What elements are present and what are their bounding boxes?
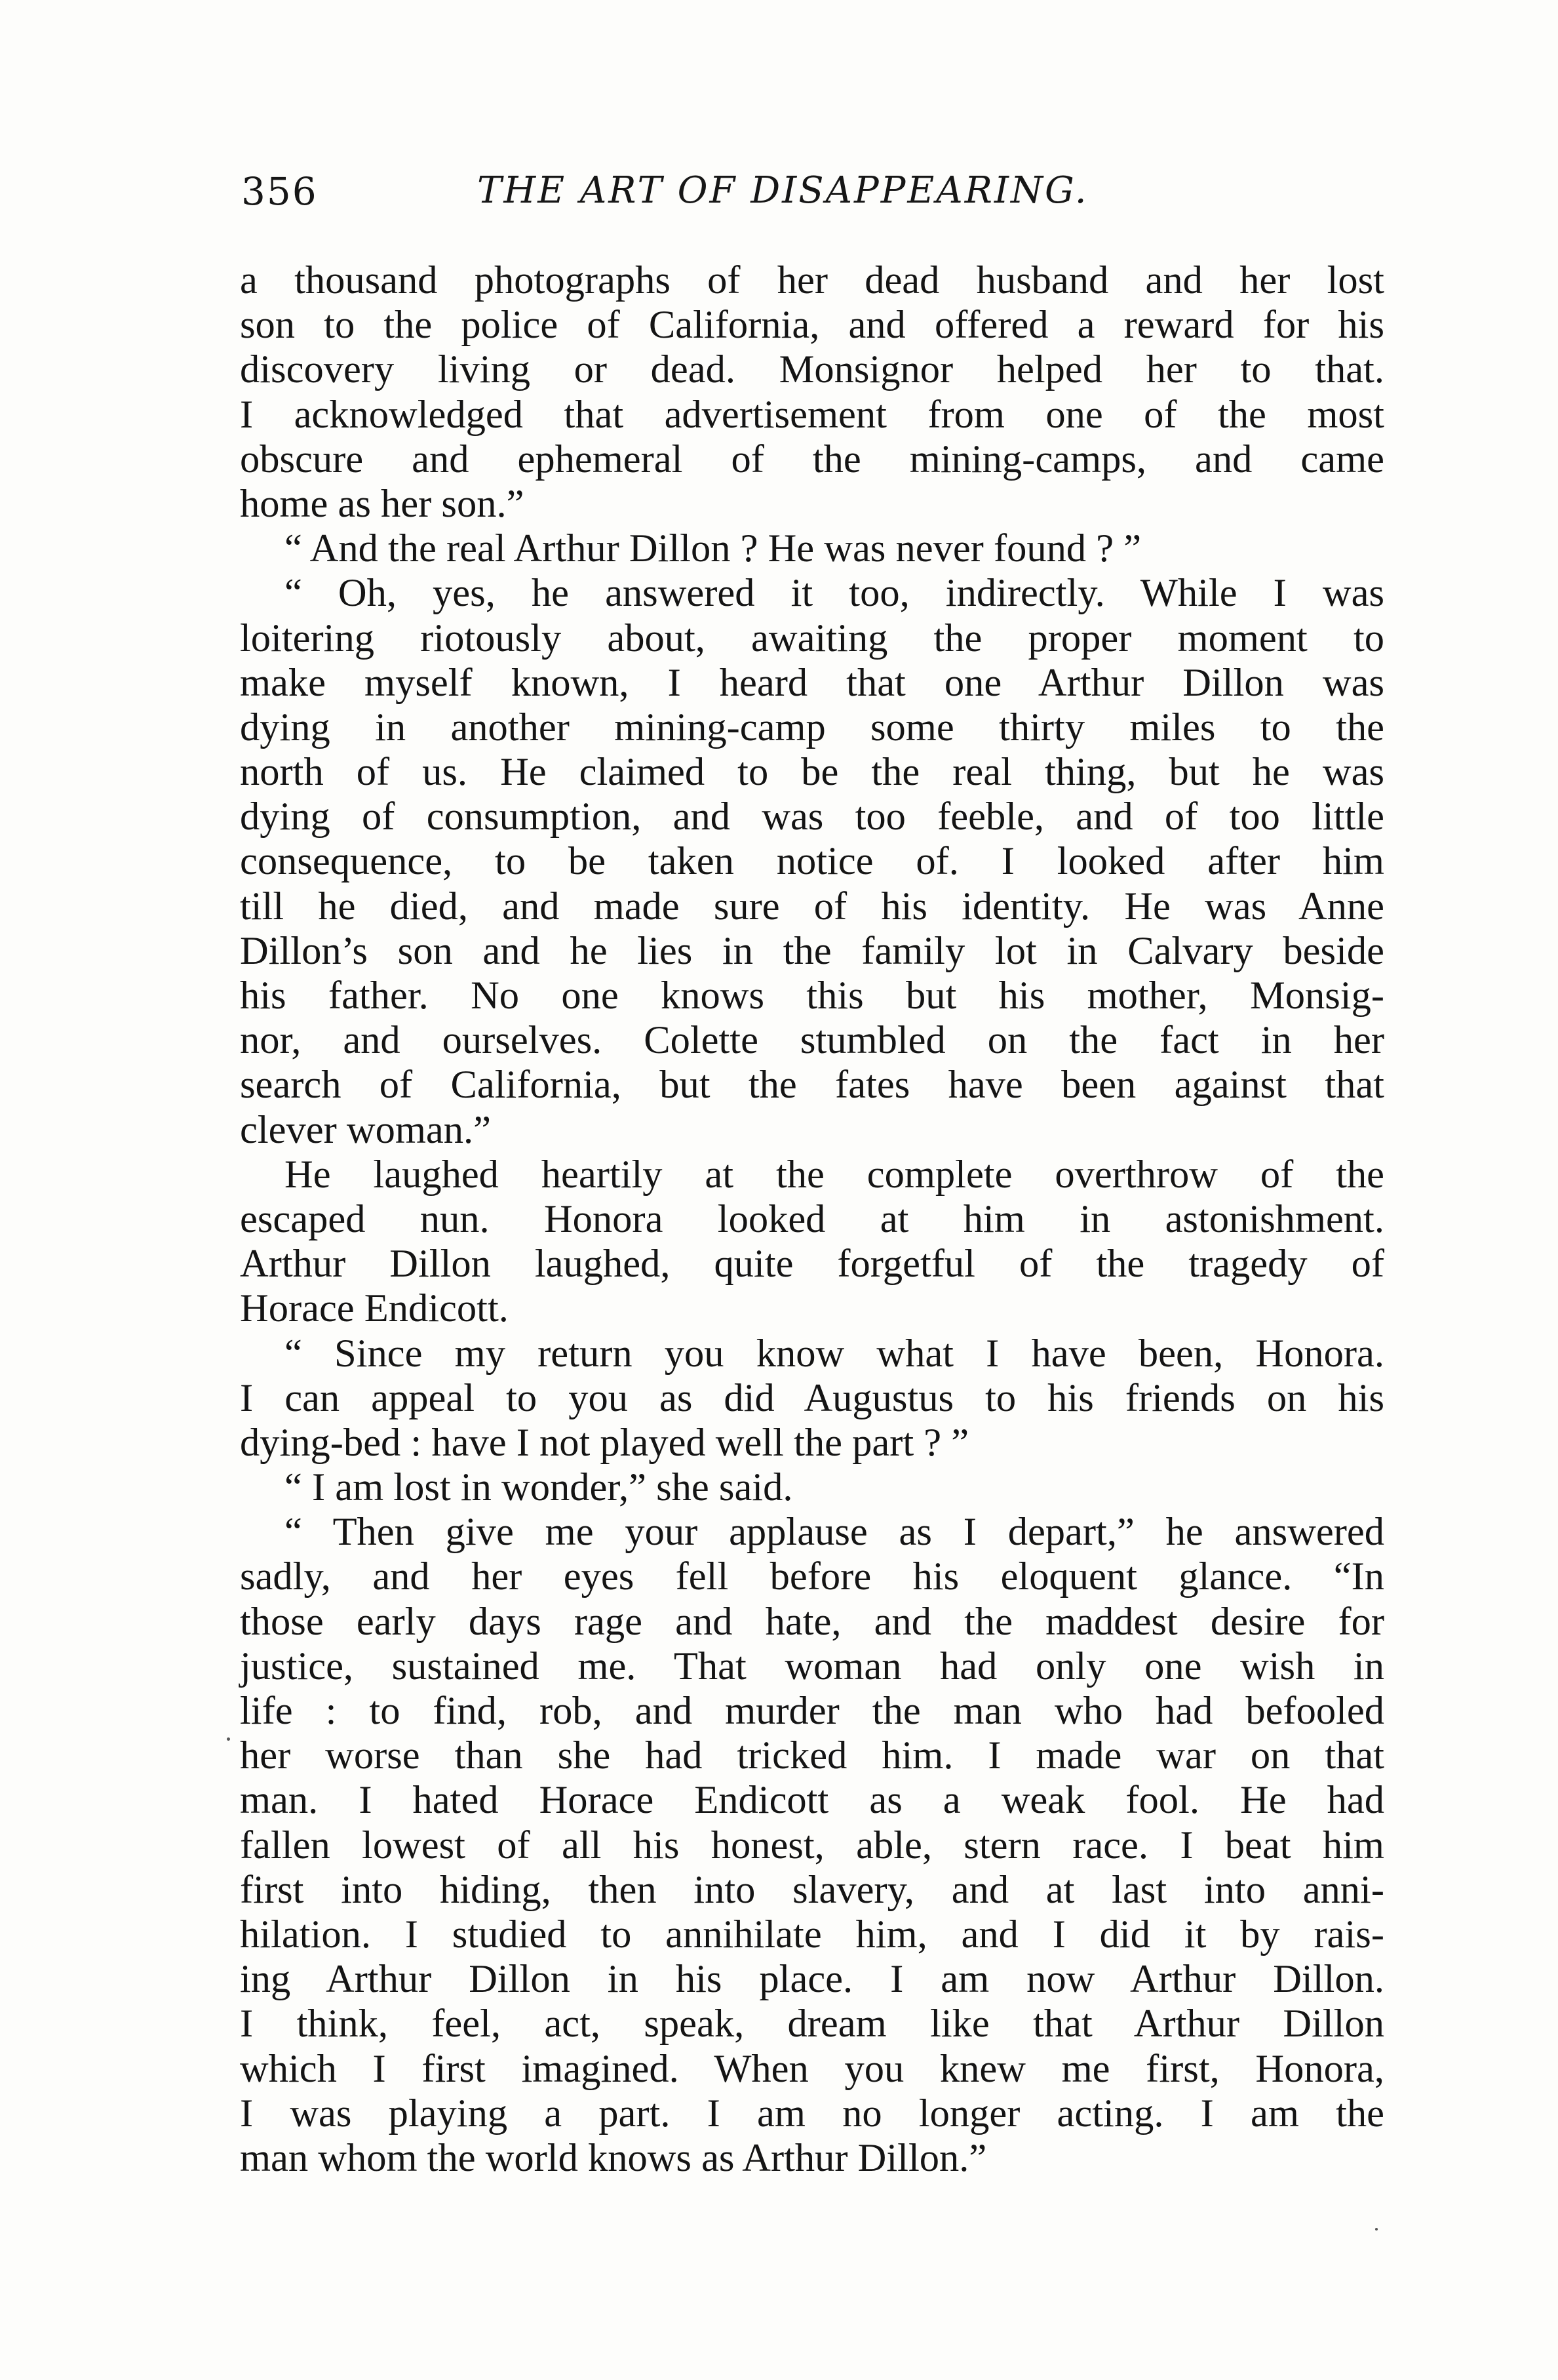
text-line: discovery living or dead. Monsignor helped her to that.	[240, 347, 1384, 392]
text-line: I was playing a part. I am no longer acting. I am the	[240, 2091, 1384, 2135]
text-line: hilation. I studied to annihilate him, and I did it by rais-	[240, 1912, 1384, 1956]
text-line: clever woman.”	[240, 1107, 491, 1152]
text-line: Arthur Dillon laughed, quite forgetful of the tragedy of	[240, 1242, 1384, 1286]
text-line: son to the police of California, and offered a reward for his	[240, 303, 1384, 347]
text-line: ing Arthur Dillon in his place. I am now Arthur Dillon.	[240, 1957, 1384, 2002]
text-line: “ Then give me your applause as I depart,” he answered	[284, 1510, 1384, 1555]
text-line: I acknowledged that advertisement from one of the most	[240, 392, 1384, 437]
text-line: “ I am lost in wonder,” she said.	[284, 1465, 793, 1510]
text-line: north of us. He claimed to be the real thing, but he was	[240, 750, 1384, 795]
print-speck	[227, 1737, 230, 1741]
page-header	[241, 169, 1382, 222]
text-line: escaped nun. Honora looked at him in astonishment.	[240, 1197, 1384, 1241]
text-line: her worse than she had tricked him. I made war on that	[240, 1734, 1384, 1778]
text-line: I think, feel, act, speak, dream like that Arthur Dillon	[240, 2002, 1384, 2046]
text-line: loitering riotously about, awaiting the proper moment to	[240, 616, 1384, 660]
text-line: justice, sustained me. That woman had only one wish in	[240, 1644, 1384, 1688]
text-line: life : to find, rob, and murder the man who had befooled	[240, 1689, 1384, 1733]
text-line: nor, and ourselves. Colette stumbled on the fact in her	[240, 1018, 1384, 1063]
text-line: sadly, and her eyes fell before his eloquent glance. “In	[240, 1555, 1384, 1599]
text-line: “ Since my return you know what I have been, Honora.	[284, 1331, 1384, 1376]
text-line: search of California, but the fates have been against that	[240, 1063, 1384, 1107]
text-line: Horace Endicott.	[240, 1286, 509, 1331]
text-line: dying in another mining-camp some thirty miles to the	[240, 705, 1384, 749]
text-line: first into hiding, then into slavery, and at last into anni-	[240, 1867, 1384, 1912]
text-line: till he died, and made sure of his identity. He was Anne	[240, 884, 1384, 928]
page-number: 356	[241, 169, 318, 214]
text-line: fallen lowest of all his honest, able, stern race. I beat him	[240, 1823, 1384, 1867]
text-line: a thousand photographs of her dead husband and her lost	[240, 258, 1384, 302]
text-line: make myself known, I heard that one Arthur Dillon was	[240, 660, 1384, 705]
text-line: his father. No one knows this but his mother, Monsig-	[240, 974, 1384, 1018]
text-line: dying of consumption, and was too feeble, and of too little	[240, 795, 1384, 839]
text-line: which I first imagined. When you knew me first, Honora,	[240, 2046, 1384, 2091]
text-line: consequence, to be taken notice of. I looked after him	[240, 839, 1384, 884]
text-line: “ Oh, yes, he answered it too, indirectly. While I was	[284, 571, 1384, 616]
text-line: those early days rage and hate, and the maddest desire for	[240, 1599, 1384, 1644]
text-line: I can appeal to you as did Augustus to his friends on his	[240, 1376, 1384, 1420]
text-line: He laughed heartily at the complete overthrow of the	[284, 1152, 1384, 1197]
text-line: obscure and ephemeral of the mining-camps, and came	[240, 437, 1384, 481]
text-line: dying-bed : have I not played well the part ? ”	[240, 1420, 969, 1465]
running-title: THE ART OF DISAPPEARING.	[477, 169, 1089, 212]
text-line: Dillon’s son and he lies in the family lot in Calvary beside	[240, 928, 1384, 973]
text-line: home as her son.”	[240, 481, 524, 526]
text-line: man. I hated Horace Endicott as a weak fool. He had	[240, 1778, 1384, 1823]
print-speck	[1375, 2228, 1378, 2231]
text-line: man whom the world knows as Arthur Dillon.”	[240, 2135, 987, 2180]
body-text	[240, 258, 1384, 2181]
text-line: “ And the real Arthur Dillon ? He was never found ? ”	[284, 526, 1142, 571]
